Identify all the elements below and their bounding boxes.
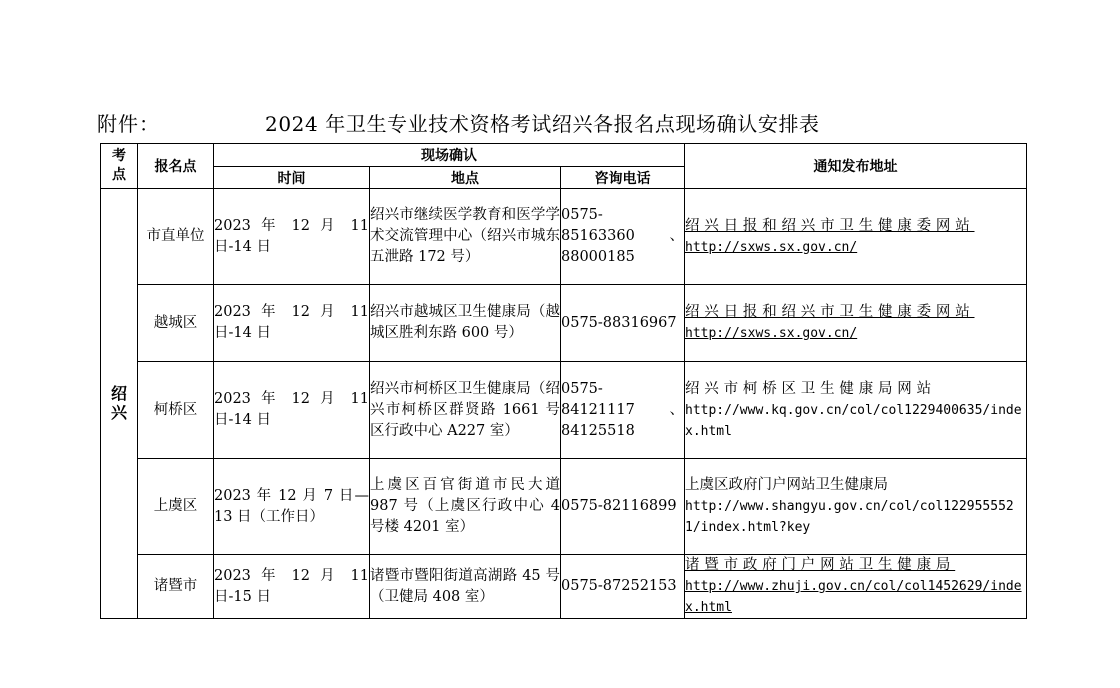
schedule-table xyxy=(100,143,1027,619)
header-phone: 咨询电话 xyxy=(561,167,685,189)
signup-point-name: 市直单位 xyxy=(138,189,214,285)
signup-point-name: 诸暨市 xyxy=(138,555,214,619)
notice-site-text: 绍兴市柯桥区卫生健康局网站 xyxy=(685,380,936,397)
contact-phone: 0575-88316967 xyxy=(561,285,685,362)
notice-cell xyxy=(685,555,1027,619)
confirm-location: 诸暨市暨阳街道高湖路 45 号（卫健局 408 室） xyxy=(370,555,561,619)
notice-link-text[interactable]: 诸暨市政府门户网站卫生健康局 xyxy=(685,557,956,573)
notice-cell xyxy=(685,362,1027,459)
table-row xyxy=(101,555,1027,619)
notice-url-text: http://www.shangyu.gov.cn/col/col1229555521/index.html?key xyxy=(685,499,1014,535)
header-exam-site: 考点 xyxy=(101,144,138,189)
confirm-time: 2023 年 12 月 11 日-15 日 xyxy=(214,555,370,619)
notice-site-text: 上虞区政府门户网站卫生健康局 xyxy=(685,477,888,493)
confirm-time: 2023 年 12 月 7 日—13 日（工作日） xyxy=(214,459,370,555)
contact-phone: 0575-82116899 xyxy=(561,459,685,555)
confirm-time: 2023 年 12 月 11 日-14 日 xyxy=(214,285,370,362)
notice-cell xyxy=(685,189,1027,285)
header-location: 地点 xyxy=(370,167,561,189)
confirm-location: 绍兴市越城区卫生健康局（越城区胜利东路 600 号） xyxy=(370,285,561,362)
document-header xyxy=(0,110,1120,140)
region-cell: 绍兴 xyxy=(101,189,138,619)
header-onsite-confirm: 现场确认 xyxy=(214,144,685,167)
table-row xyxy=(101,459,1027,555)
notice-cell xyxy=(685,285,1027,362)
document-title: 2024 年卫生专业技术资格考试绍兴各报名点现场确认安排表 xyxy=(265,112,820,136)
notice-link-text[interactable]: 绍兴日报和绍兴市卫生健康委网站 xyxy=(685,304,975,320)
header-notice-address: 通知发布地址 xyxy=(685,144,1027,189)
notice-cell xyxy=(685,459,1027,555)
signup-point-name: 上虞区 xyxy=(138,459,214,555)
confirm-time: 2023 年 12 月 11 日-14 日 xyxy=(214,362,370,459)
header-signup-point: 报名点 xyxy=(138,144,214,189)
confirm-location: 绍兴市柯桥区卫生健康局（绍兴市柯桥区群贤路 1661 号区行政中心 A227 室） xyxy=(370,362,561,459)
signup-point-name: 柯桥区 xyxy=(138,362,214,459)
notice-link-url[interactable]: http://sxws.sx.gov.cn/ xyxy=(685,239,858,255)
header-time: 时间 xyxy=(214,167,370,189)
contact-phone: 0575-85163360、88000185 xyxy=(561,189,685,285)
signup-point-name: 越城区 xyxy=(138,285,214,362)
table-row xyxy=(101,362,1027,459)
confirm-time: 2023 年 12 月 11 日-14 日 xyxy=(214,189,370,285)
confirm-location: 上虞区百官街道市民大道 987 号（上虞区行政中心 4 号楼 4201 室） xyxy=(370,459,561,555)
attachment-label: 附件： xyxy=(97,112,160,136)
table-row xyxy=(101,189,1027,285)
notice-link-url[interactable]: http://www.zhuji.gov.cn/col/col1452629/index.html xyxy=(685,579,1022,615)
contact-phone: 0575-84121117、84125518 xyxy=(561,362,685,459)
notice-link-text[interactable]: 绍兴日报和绍兴市卫生健康委网站 xyxy=(685,217,975,234)
confirm-location: 绍兴市继续医学教育和医学学术交流管理中心（绍兴市城东五泄路 172 号） xyxy=(370,189,561,285)
notice-link-url[interactable]: http://sxws.sx.gov.cn/ xyxy=(685,326,858,341)
notice-url-text: http://www.kq.gov.cn/col/col1229400635/index.html xyxy=(685,402,1022,439)
contact-phone: 0575-87252153 xyxy=(561,555,685,619)
table-row xyxy=(101,285,1027,362)
